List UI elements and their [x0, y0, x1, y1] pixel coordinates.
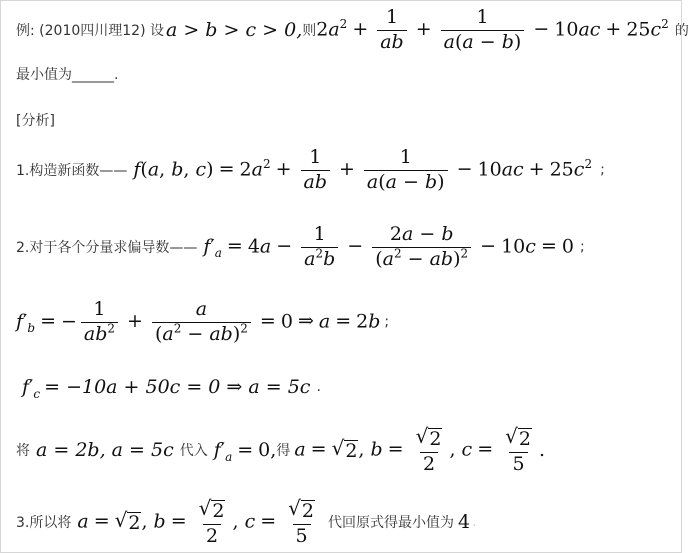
step3-line [16, 498, 477, 547]
sub-expression1: a = 2b, a = 5c [36, 439, 174, 462]
sub-result: a = √ 2 , b = √ 2 2 , c = √ 2 5 [294, 424, 531, 475]
step3-tail: 代回原式得最小值为 [328, 515, 454, 532]
step3-label: 3.所以将 [16, 515, 72, 532]
sub-derivative: $f'_a = 0$, [213, 439, 277, 465]
fc-expression: $f'_c = -10a + 50c = 0$ ⇒ a = 5c [22, 376, 311, 401]
problem-condition: a > b > c > 0, [165, 19, 303, 42]
sub-text2: 代入 [179, 443, 208, 460]
step1-end: ; [600, 162, 605, 179]
problem-suffix: 的 [674, 23, 689, 40]
step2-end: ; [579, 239, 585, 256]
step1-expression: f(a, b, $c) = 2a^2$ + $\frac{1}{ab}$ + $\frac{1}{a(a - b)}$ − $10ac + 25c^2$ [133, 146, 593, 193]
step3-expression: a = √ 2 , b = √ 2 2 , c = √ 2 5 [77, 496, 314, 547]
analysis-heading-line [16, 110, 55, 130]
fb-expression: $f'_b$ = − $\frac{1}{ab^2}$ + $\frac{a}{(a^2 - ab)^2}$ = 0 ⇒ a = 2b [16, 298, 381, 345]
step1-label: 1.构造新函数—— [16, 163, 128, 180]
substitution-line [16, 426, 545, 475]
step2-expression: $f'_a = 4a$ − $\frac{1}{a^2b}$ − $\frac{2a - b}{(a^2 - ab)^2}$ − 10c = 0 [203, 223, 574, 270]
problem-min-value: 最小值为______. [16, 67, 119, 83]
problem-then: 则 [302, 23, 317, 40]
fb-line [16, 300, 389, 345]
problem-prefix: 例: (2010四川理12) 设 [16, 23, 164, 40]
fc-expression-text: = −10a + 50c = 0 ⇒ a = 5c [44, 376, 311, 398]
sub-text3: 得 [276, 443, 291, 460]
problem-expression: $2a^2$ + $\frac{1}{ab}$ + $\frac{1}{a(a - b)}$ − $10ac + 25c^2$ [316, 6, 669, 53]
fb-end: ; [384, 314, 390, 331]
fc-line [16, 376, 321, 401]
step1-line [16, 148, 605, 193]
step3-ghost: . [472, 514, 477, 531]
step2-label: 2.对于各个分量求偏导数—— [16, 240, 198, 257]
problem-line2 [16, 64, 118, 84]
sub-text1: 将 [16, 443, 30, 460]
problem-line [16, 8, 689, 53]
step2-line [16, 225, 585, 270]
step3-answer: 4 [458, 511, 471, 534]
sub-end: . [538, 439, 545, 462]
fc-end: . [316, 379, 321, 395]
analysis-heading: [分析] [16, 113, 55, 129]
